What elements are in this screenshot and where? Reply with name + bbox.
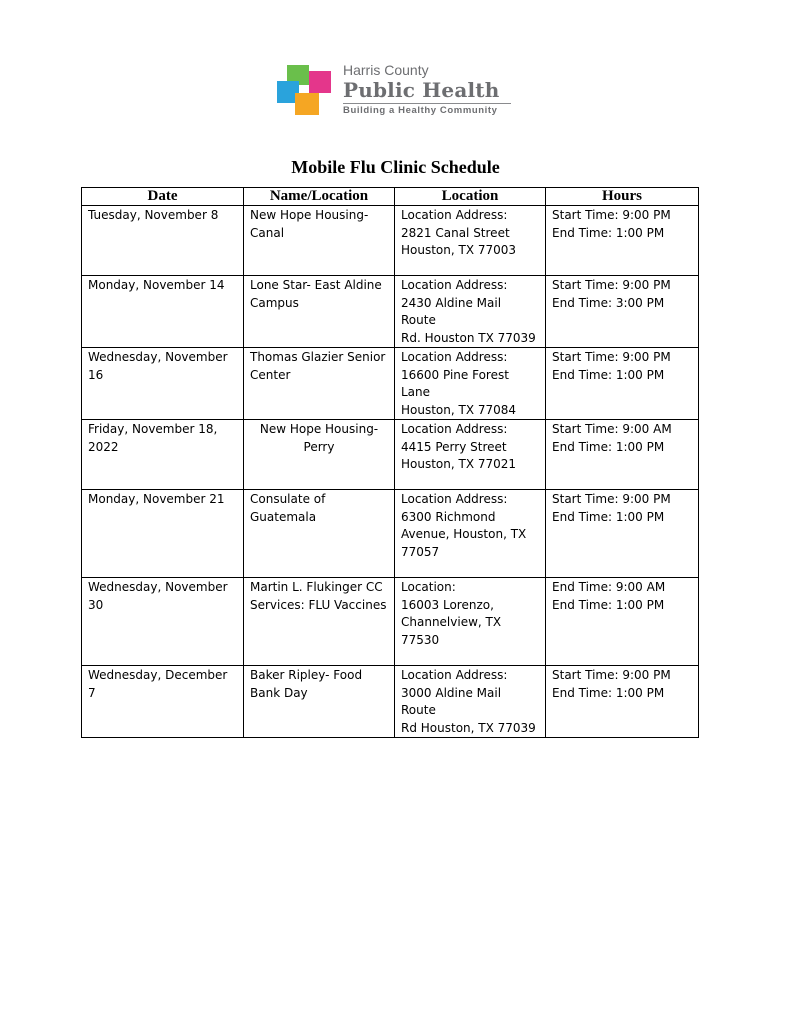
cell-location: Location Address: 3000 Aldine Mail Route Rd Houston, TX 77039 [395, 666, 546, 738]
header-name-location: Name/Location [244, 188, 395, 206]
table-row [82, 348, 699, 420]
document-title: Mobile Flu Clinic Schedule [291, 157, 500, 177]
schedule-table [81, 187, 699, 738]
table-header-row [82, 188, 699, 206]
cell-date: Tuesday, November 8 [82, 206, 244, 276]
cell-location: Location Address: 16600 Pine Forest Lane Houston, TX 77084 [395, 348, 546, 420]
header-hours: Hours [546, 188, 699, 206]
cell-name: Lone Star- East Aldine Campus [244, 276, 395, 348]
header-location: Location [395, 188, 546, 206]
logo-county: Harris County [343, 62, 429, 78]
cell-hours: Start Time: 9:00 PM End Time: 1:00 PM [546, 490, 699, 578]
cell-location: Location Address: 4415 Perry Street Houston, TX 77021 [395, 420, 546, 490]
logo-divider [343, 103, 511, 104]
cell-hours: Start Time: 9:00 AM End Time: 1:00 PM [546, 420, 699, 490]
table-row [82, 490, 699, 578]
logo-orange-square [295, 93, 319, 115]
cell-name: New Hope Housing- Canal [244, 206, 395, 276]
cell-hours: End Time: 9:00 AM End Time: 1:00 PM [546, 578, 699, 666]
table-row [82, 420, 699, 490]
cell-date: Monday, November 14 [82, 276, 244, 348]
hcph-logo [277, 60, 517, 120]
logo-squares-icon [277, 65, 333, 117]
cell-hours: Start Time: 9:00 PM End Time: 1:00 PM [546, 666, 699, 738]
cell-date: Friday, November 18, 2022 [82, 420, 244, 490]
cell-location: Location Address: 2821 Canal Street Houston, TX 77003 [395, 206, 546, 276]
logo-text [343, 60, 523, 117]
cell-name: Baker Ripley- Food Bank Day [244, 666, 395, 738]
table-row [82, 276, 699, 348]
cell-name: New Hope Housing- Perry [244, 420, 395, 490]
cell-date: Wednesday, December 7 [82, 666, 244, 738]
cell-location: Location Address: 2430 Aldine Mail Route Rd. Houston TX 77039 [395, 276, 546, 348]
cell-name: Martin L. Flukinger CC Services: FLU Vaccines [244, 578, 395, 666]
table-row [82, 578, 699, 666]
logo-pink-square [309, 71, 331, 93]
logo-name: Public Health [343, 78, 500, 102]
cell-name: Thomas Glazier Senior Center [244, 348, 395, 420]
table-row [82, 666, 699, 738]
cell-date: Wednesday, November 16 [82, 348, 244, 420]
logo-tagline: Building a Healthy Community [343, 105, 498, 116]
cell-location: Location: 16003 Lorenzo, Channelview, TX 77530 [395, 578, 546, 666]
cell-hours: Start Time: 9:00 PM End Time: 1:00 PM [546, 206, 699, 276]
cell-name: Consulate of Guatemala [244, 490, 395, 578]
cell-date: Monday, November 21 [82, 490, 244, 578]
cell-hours: Start Time: 9:00 PM End Time: 1:00 PM [546, 348, 699, 420]
cell-location: Location Address: 6300 Richmond Avenue, Houston, TX 77057 [395, 490, 546, 578]
table-row [82, 206, 699, 276]
cell-hours: Start Time: 9:00 PM End Time: 3:00 PM [546, 276, 699, 348]
cell-date: Wednesday, November 30 [82, 578, 244, 666]
header-date: Date [82, 188, 244, 206]
